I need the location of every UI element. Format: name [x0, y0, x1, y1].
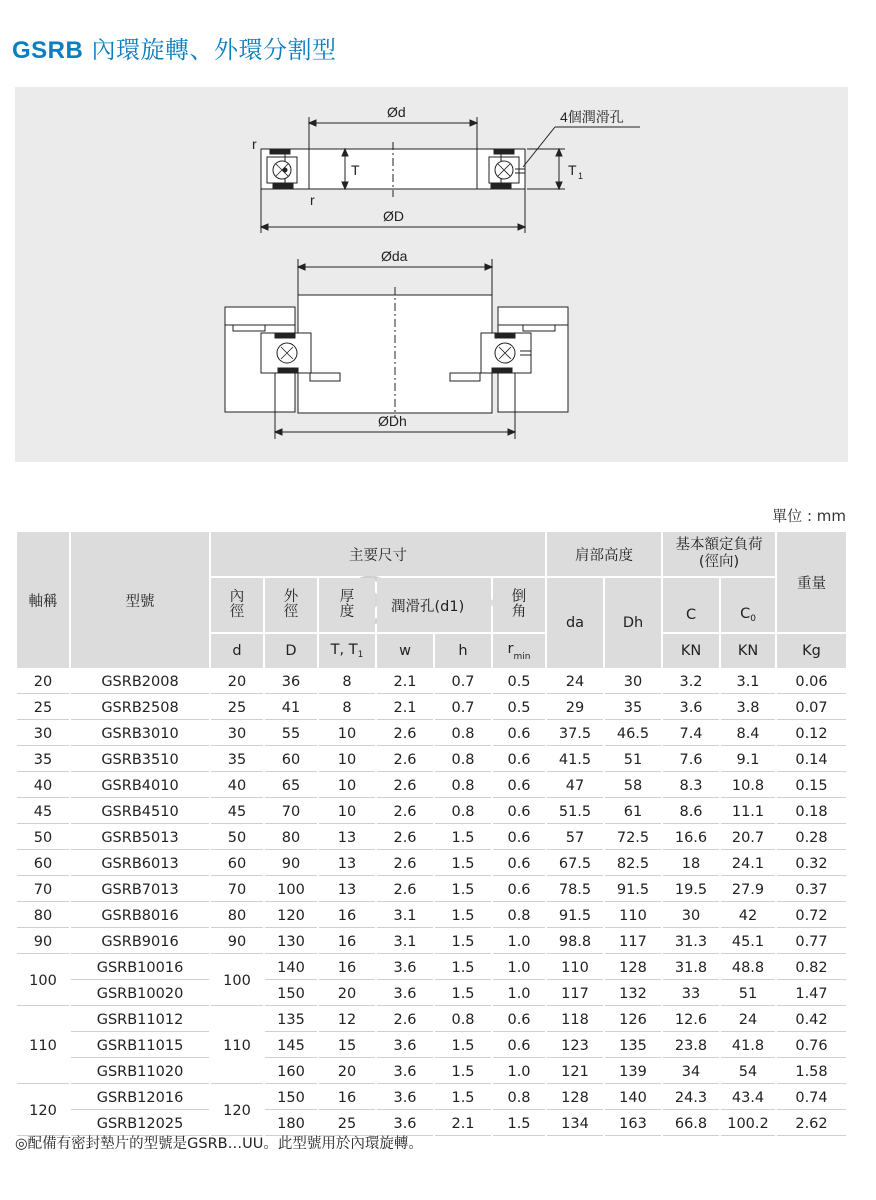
cell-C0: 54 [721, 1060, 775, 1084]
cell-h: 1.5 [435, 1086, 491, 1110]
cell-C0: 20.7 [721, 826, 775, 850]
cell-da: 41.5 [547, 748, 603, 772]
cell-model: GSRB2508 [71, 696, 209, 720]
cell-kg: 0.82 [777, 956, 846, 980]
cell-shaft: 60 [17, 852, 69, 876]
header-T: T, $T_1$ [319, 634, 375, 668]
table-row [17, 956, 846, 980]
cell-shaft: 90 [17, 930, 69, 954]
cell-h: 1.5 [435, 930, 491, 954]
cell-w: 3.6 [377, 956, 433, 980]
cell-h: 1.5 [435, 956, 491, 980]
cell-model: GSRB6013 [71, 852, 209, 876]
cell-h: 0.8 [435, 722, 491, 746]
cell-model: GSRB12025 [71, 1112, 209, 1136]
cell-Dh: 91.5 [605, 878, 661, 902]
table-row [17, 930, 846, 954]
table-row [17, 878, 846, 902]
cell-D: 36 [265, 670, 317, 694]
cell-w: 3.1 [377, 904, 433, 928]
cell-d: 100 [211, 956, 263, 1006]
cell-D: 150 [265, 982, 317, 1006]
cell-T: 8 [319, 696, 375, 720]
label-r-bottom: r [310, 192, 315, 208]
cell-h: 0.8 [435, 774, 491, 798]
cell-model: GSRB10016 [71, 956, 209, 980]
cell-da: 91.5 [547, 904, 603, 928]
cell-D: 70 [265, 800, 317, 824]
cell-da: 51.5 [547, 800, 603, 824]
cell-d: 70 [211, 878, 263, 902]
cell-T: 15 [319, 1034, 375, 1058]
cell-da: 117 [547, 982, 603, 1006]
cell-T: 10 [319, 748, 375, 772]
cell-Dh: 110 [605, 904, 661, 928]
cell-Dh: 163 [605, 1112, 661, 1136]
cell-model: GSRB10020 [71, 982, 209, 1006]
cell-d: 60 [211, 852, 263, 876]
cell-da: 123 [547, 1034, 603, 1058]
cell-kg: 0.12 [777, 722, 846, 746]
cell-r: 0.6 [493, 852, 545, 876]
cell-kg: 1.58 [777, 1060, 846, 1084]
table-row [17, 1008, 846, 1032]
cell-D: 55 [265, 722, 317, 746]
cell-h: 0.8 [435, 800, 491, 824]
cell-r: 1.0 [493, 1060, 545, 1084]
table-row [17, 748, 846, 772]
cell-Dh: 139 [605, 1060, 661, 1084]
cell-da: 128 [547, 1086, 603, 1110]
cell-r: 1.0 [493, 956, 545, 980]
cell-kg: 0.76 [777, 1034, 846, 1058]
header-C0-unit: KN [721, 634, 775, 668]
label-Dh: ØDh [378, 413, 407, 429]
cell-h: 1.5 [435, 826, 491, 850]
cell-C0: 42 [721, 904, 775, 928]
header-da: da [547, 578, 603, 668]
cell-model: GSRB8016 [71, 904, 209, 928]
header-weight-unit: Kg [777, 634, 846, 668]
cell-Dh: 135 [605, 1034, 661, 1058]
cell-w: 3.6 [377, 1112, 433, 1136]
cell-w: 3.1 [377, 930, 433, 954]
cell-T: 13 [319, 852, 375, 876]
cell-C0: 8.4 [721, 722, 775, 746]
cell-D: 140 [265, 956, 317, 980]
cell-shaft: 100 [17, 956, 69, 1006]
cell-r: 0.6 [493, 774, 545, 798]
table-body [17, 670, 846, 1136]
cell-kg: 1.47 [777, 982, 846, 1006]
cell-w: 2.6 [377, 1008, 433, 1032]
cell-Dh: 61 [605, 800, 661, 824]
cell-Dh: 30 [605, 670, 661, 694]
table-row [17, 852, 846, 876]
cell-h: 1.5 [435, 1060, 491, 1084]
cell-T: 10 [319, 722, 375, 746]
table-row [17, 696, 846, 720]
cell-C0: 43.4 [721, 1086, 775, 1110]
cell-model: GSRB5013 [71, 826, 209, 850]
cell-kg: 0.42 [777, 1008, 846, 1032]
cell-model: GSRB3510 [71, 748, 209, 772]
cell-w: 2.6 [377, 826, 433, 850]
cell-D: 145 [265, 1034, 317, 1058]
label-d: Ød [387, 104, 406, 120]
cell-Dh: 35 [605, 696, 661, 720]
cell-kg: 0.15 [777, 774, 846, 798]
cell-da: 134 [547, 1112, 603, 1136]
cell-T: 20 [319, 982, 375, 1006]
cell-shaft: 25 [17, 696, 69, 720]
label-T1: T [568, 162, 577, 178]
cell-kg: 0.32 [777, 852, 846, 876]
cell-da: 98.8 [547, 930, 603, 954]
cell-model: GSRB9016 [71, 930, 209, 954]
cell-T: 16 [319, 930, 375, 954]
cell-D: 160 [265, 1060, 317, 1084]
cell-d: 35 [211, 748, 263, 772]
header-lube-hole: 潤滑孔(d1) [377, 578, 491, 632]
cell-h: 1.5 [435, 852, 491, 876]
cell-r: 0.6 [493, 1008, 545, 1032]
cell-shaft: 70 [17, 878, 69, 902]
cell-C0: 51 [721, 982, 775, 1006]
cell-Dh: 117 [605, 930, 661, 954]
cell-model: GSRB4510 [71, 800, 209, 824]
cell-d: 25 [211, 696, 263, 720]
cell-d: 80 [211, 904, 263, 928]
cell-kg: 0.37 [777, 878, 846, 902]
cell-d: 120 [211, 1086, 263, 1136]
cell-da: 37.5 [547, 722, 603, 746]
cell-r: 1.0 [493, 930, 545, 954]
header-inner-dia: 內 徑 [211, 578, 263, 632]
header-r: $r_{min}$ [493, 634, 545, 668]
table-row [17, 774, 846, 798]
title-description: 內環旋轉、外環分割型 [91, 36, 337, 64]
cell-C0: 10.8 [721, 774, 775, 798]
cell-C0: 41.8 [721, 1034, 775, 1058]
cell-da: 118 [547, 1008, 603, 1032]
cell-d: 40 [211, 774, 263, 798]
cell-kg: 0.72 [777, 904, 846, 928]
cell-D: 65 [265, 774, 317, 798]
cell-C0: 3.8 [721, 696, 775, 720]
bearing-diagram [15, 87, 848, 462]
cell-C0: 3.1 [721, 670, 775, 694]
table-row [17, 722, 846, 746]
cell-w: 2.6 [377, 878, 433, 902]
cell-model: GSRB2008 [71, 670, 209, 694]
cell-T: 16 [319, 956, 375, 980]
cell-C0: 45.1 [721, 930, 775, 954]
cell-r: 0.6 [493, 748, 545, 772]
cell-r: 0.6 [493, 878, 545, 902]
cell-w: 2.1 [377, 670, 433, 694]
cell-C: 31.3 [663, 930, 719, 954]
cell-r: 0.6 [493, 1034, 545, 1058]
table-row [17, 826, 846, 850]
cell-T: 12 [319, 1008, 375, 1032]
header-D: D [265, 634, 317, 668]
cell-C: 7.6 [663, 748, 719, 772]
cell-C: 33 [663, 982, 719, 1006]
cell-C: 3.2 [663, 670, 719, 694]
cell-C: 8.3 [663, 774, 719, 798]
cell-C: 3.6 [663, 696, 719, 720]
cell-w: 3.6 [377, 982, 433, 1006]
cell-h: 0.8 [435, 748, 491, 772]
cell-C: 12.6 [663, 1008, 719, 1032]
cell-r: 0.6 [493, 722, 545, 746]
header-Dh: Dh [605, 578, 661, 668]
cell-D: 135 [265, 1008, 317, 1032]
cell-da: 47 [547, 774, 603, 798]
cell-D: 60 [265, 748, 317, 772]
cell-C0: 9.1 [721, 748, 775, 772]
cell-d: 20 [211, 670, 263, 694]
cell-Dh: 46.5 [605, 722, 661, 746]
cell-Dh: 128 [605, 956, 661, 980]
cell-shaft: 20 [17, 670, 69, 694]
header-chamfer: 倒 角 [493, 578, 545, 632]
cell-D: 90 [265, 852, 317, 876]
label-D: ØD [383, 208, 404, 224]
header-C-unit: KN [663, 634, 719, 668]
cell-T: 13 [319, 826, 375, 850]
cell-shaft: 120 [17, 1086, 69, 1136]
cell-w: 3.6 [377, 1060, 433, 1084]
cell-da: 57 [547, 826, 603, 850]
cell-T: 16 [319, 904, 375, 928]
cell-r: 0.8 [493, 1086, 545, 1110]
cell-shaft: 110 [17, 1008, 69, 1084]
header-model: 型號 [71, 532, 209, 668]
cell-D: 100 [265, 878, 317, 902]
table-row [17, 1086, 846, 1110]
cell-T: 25 [319, 1112, 375, 1136]
cell-T: 8 [319, 670, 375, 694]
cell-kg: 0.06 [777, 670, 846, 694]
cell-shaft: 35 [17, 748, 69, 772]
bearing-section-view [252, 104, 640, 233]
label-T: T [351, 162, 360, 178]
cell-C: 23.8 [663, 1034, 719, 1058]
specification-table [15, 530, 848, 1138]
cell-shaft: 30 [17, 722, 69, 746]
cell-T: 20 [319, 1060, 375, 1084]
label-r-top: r [252, 136, 257, 152]
cell-Dh: 132 [605, 982, 661, 1006]
cell-model: GSRB7013 [71, 878, 209, 902]
cell-Dh: 82.5 [605, 852, 661, 876]
cell-w: 2.6 [377, 748, 433, 772]
cell-w: 2.6 [377, 722, 433, 746]
cell-h: 2.1 [435, 1112, 491, 1136]
cell-C: 24.3 [663, 1086, 719, 1110]
cell-w: 3.6 [377, 1086, 433, 1110]
cell-model: GSRB11020 [71, 1060, 209, 1084]
cell-C: 7.4 [663, 722, 719, 746]
cell-w: 3.6 [377, 1034, 433, 1058]
cell-r: 0.5 [493, 696, 545, 720]
cell-model: GSRB3010 [71, 722, 209, 746]
cell-kg: 0.14 [777, 748, 846, 772]
cell-Dh: 58 [605, 774, 661, 798]
label-lube-holes: 4個潤滑孔 [560, 109, 624, 125]
cell-w: 2.1 [377, 696, 433, 720]
cell-d: 90 [211, 930, 263, 954]
unit-label: 單位 : mm [772, 507, 846, 525]
header-C0: $C_0$ [721, 578, 775, 632]
cell-da: 110 [547, 956, 603, 980]
page-title [12, 30, 336, 65]
cell-D: 41 [265, 696, 317, 720]
cell-r: 1.0 [493, 982, 545, 1006]
table-row [17, 1034, 846, 1058]
cell-model: GSRB4010 [71, 774, 209, 798]
cell-shaft: 50 [17, 826, 69, 850]
cell-T: 10 [319, 800, 375, 824]
cell-Dh: 126 [605, 1008, 661, 1032]
cell-w: 2.6 [377, 774, 433, 798]
cell-kg: 0.07 [777, 696, 846, 720]
cell-shaft: 45 [17, 800, 69, 824]
header-shaft: 軸稱 [17, 532, 69, 668]
cell-da: 67.5 [547, 852, 603, 876]
cell-kg: 0.18 [777, 800, 846, 824]
cell-h: 0.7 [435, 670, 491, 694]
cell-C: 31.8 [663, 956, 719, 980]
header-w: w [377, 634, 433, 668]
cell-kg: 0.74 [777, 1086, 846, 1110]
cell-C0: 24 [721, 1008, 775, 1032]
bearing-mounting-view [225, 248, 568, 439]
label-da: Øda [381, 248, 408, 264]
cell-C: 8.6 [663, 800, 719, 824]
label-T1-sub: 1 [578, 171, 584, 181]
cell-shaft: 40 [17, 774, 69, 798]
cell-C: 30 [663, 904, 719, 928]
cell-r: 0.8 [493, 904, 545, 928]
header-C: C [663, 578, 719, 632]
cell-da: 121 [547, 1060, 603, 1084]
cell-da: 29 [547, 696, 603, 720]
cell-da: 24 [547, 670, 603, 694]
cell-C0: 48.8 [721, 956, 775, 980]
cell-D: 180 [265, 1112, 317, 1136]
cell-C0: 11.1 [721, 800, 775, 824]
cell-h: 0.7 [435, 696, 491, 720]
cell-h: 1.5 [435, 982, 491, 1006]
cell-C: 34 [663, 1060, 719, 1084]
header-main-dimensions: 主要尺寸 [211, 532, 545, 576]
cell-C: 66.8 [663, 1112, 719, 1136]
header-weight: 重量 [777, 532, 846, 632]
header-outer-dia: 外 徑 [265, 578, 317, 632]
cell-h: 1.5 [435, 878, 491, 902]
cell-da: 78.5 [547, 878, 603, 902]
footnote: ◎配備有密封墊片的型號是GSRB…UU。此型號用於內環旋轉。 [15, 1136, 423, 1152]
cell-T: 10 [319, 774, 375, 798]
cell-r: 1.5 [493, 1112, 545, 1136]
header-h: h [435, 634, 491, 668]
cell-Dh: 72.5 [605, 826, 661, 850]
cell-C: 16.6 [663, 826, 719, 850]
table-row [17, 1060, 846, 1084]
cell-kg: 2.62 [777, 1112, 846, 1136]
title-model: GSRB [12, 37, 84, 64]
cell-C: 18 [663, 852, 719, 876]
cell-model: GSRB12016 [71, 1086, 209, 1110]
table-row [17, 982, 846, 1006]
cell-D: 120 [265, 904, 317, 928]
cell-T: 16 [319, 1086, 375, 1110]
header-shoulder-height: 肩部高度 [547, 532, 661, 576]
cell-h: 1.5 [435, 1034, 491, 1058]
cell-C: 19.5 [663, 878, 719, 902]
cell-Dh: 140 [605, 1086, 661, 1110]
cell-d: 45 [211, 800, 263, 824]
cell-C0: 24.1 [721, 852, 775, 876]
header-load-rating: 基本額定負荷 (徑向) [663, 532, 775, 576]
cell-w: 2.6 [377, 852, 433, 876]
cell-Dh: 51 [605, 748, 661, 772]
cell-C0: 100.2 [721, 1112, 775, 1136]
cell-kg: 0.77 [777, 930, 846, 954]
cell-D: 150 [265, 1086, 317, 1110]
cell-d: 50 [211, 826, 263, 850]
cell-r: 0.6 [493, 800, 545, 824]
cell-r: 0.5 [493, 670, 545, 694]
cell-h: 0.8 [435, 1008, 491, 1032]
cell-T: 13 [319, 878, 375, 902]
cell-w: 2.6 [377, 800, 433, 824]
cell-r: 0.6 [493, 826, 545, 850]
cell-shaft: 80 [17, 904, 69, 928]
table-row [17, 670, 846, 694]
cell-model: GSRB11015 [71, 1034, 209, 1058]
table-row [17, 904, 846, 928]
cell-h: 1.5 [435, 904, 491, 928]
cell-D: 130 [265, 930, 317, 954]
table-row [17, 800, 846, 824]
cell-d: 30 [211, 722, 263, 746]
cell-model: GSRB11012 [71, 1008, 209, 1032]
cell-C0: 27.9 [721, 878, 775, 902]
cell-kg: 0.28 [777, 826, 846, 850]
cell-d: 110 [211, 1008, 263, 1084]
cell-D: 80 [265, 826, 317, 850]
header-d: d [211, 634, 263, 668]
header-thickness: 厚 度 [319, 578, 375, 632]
